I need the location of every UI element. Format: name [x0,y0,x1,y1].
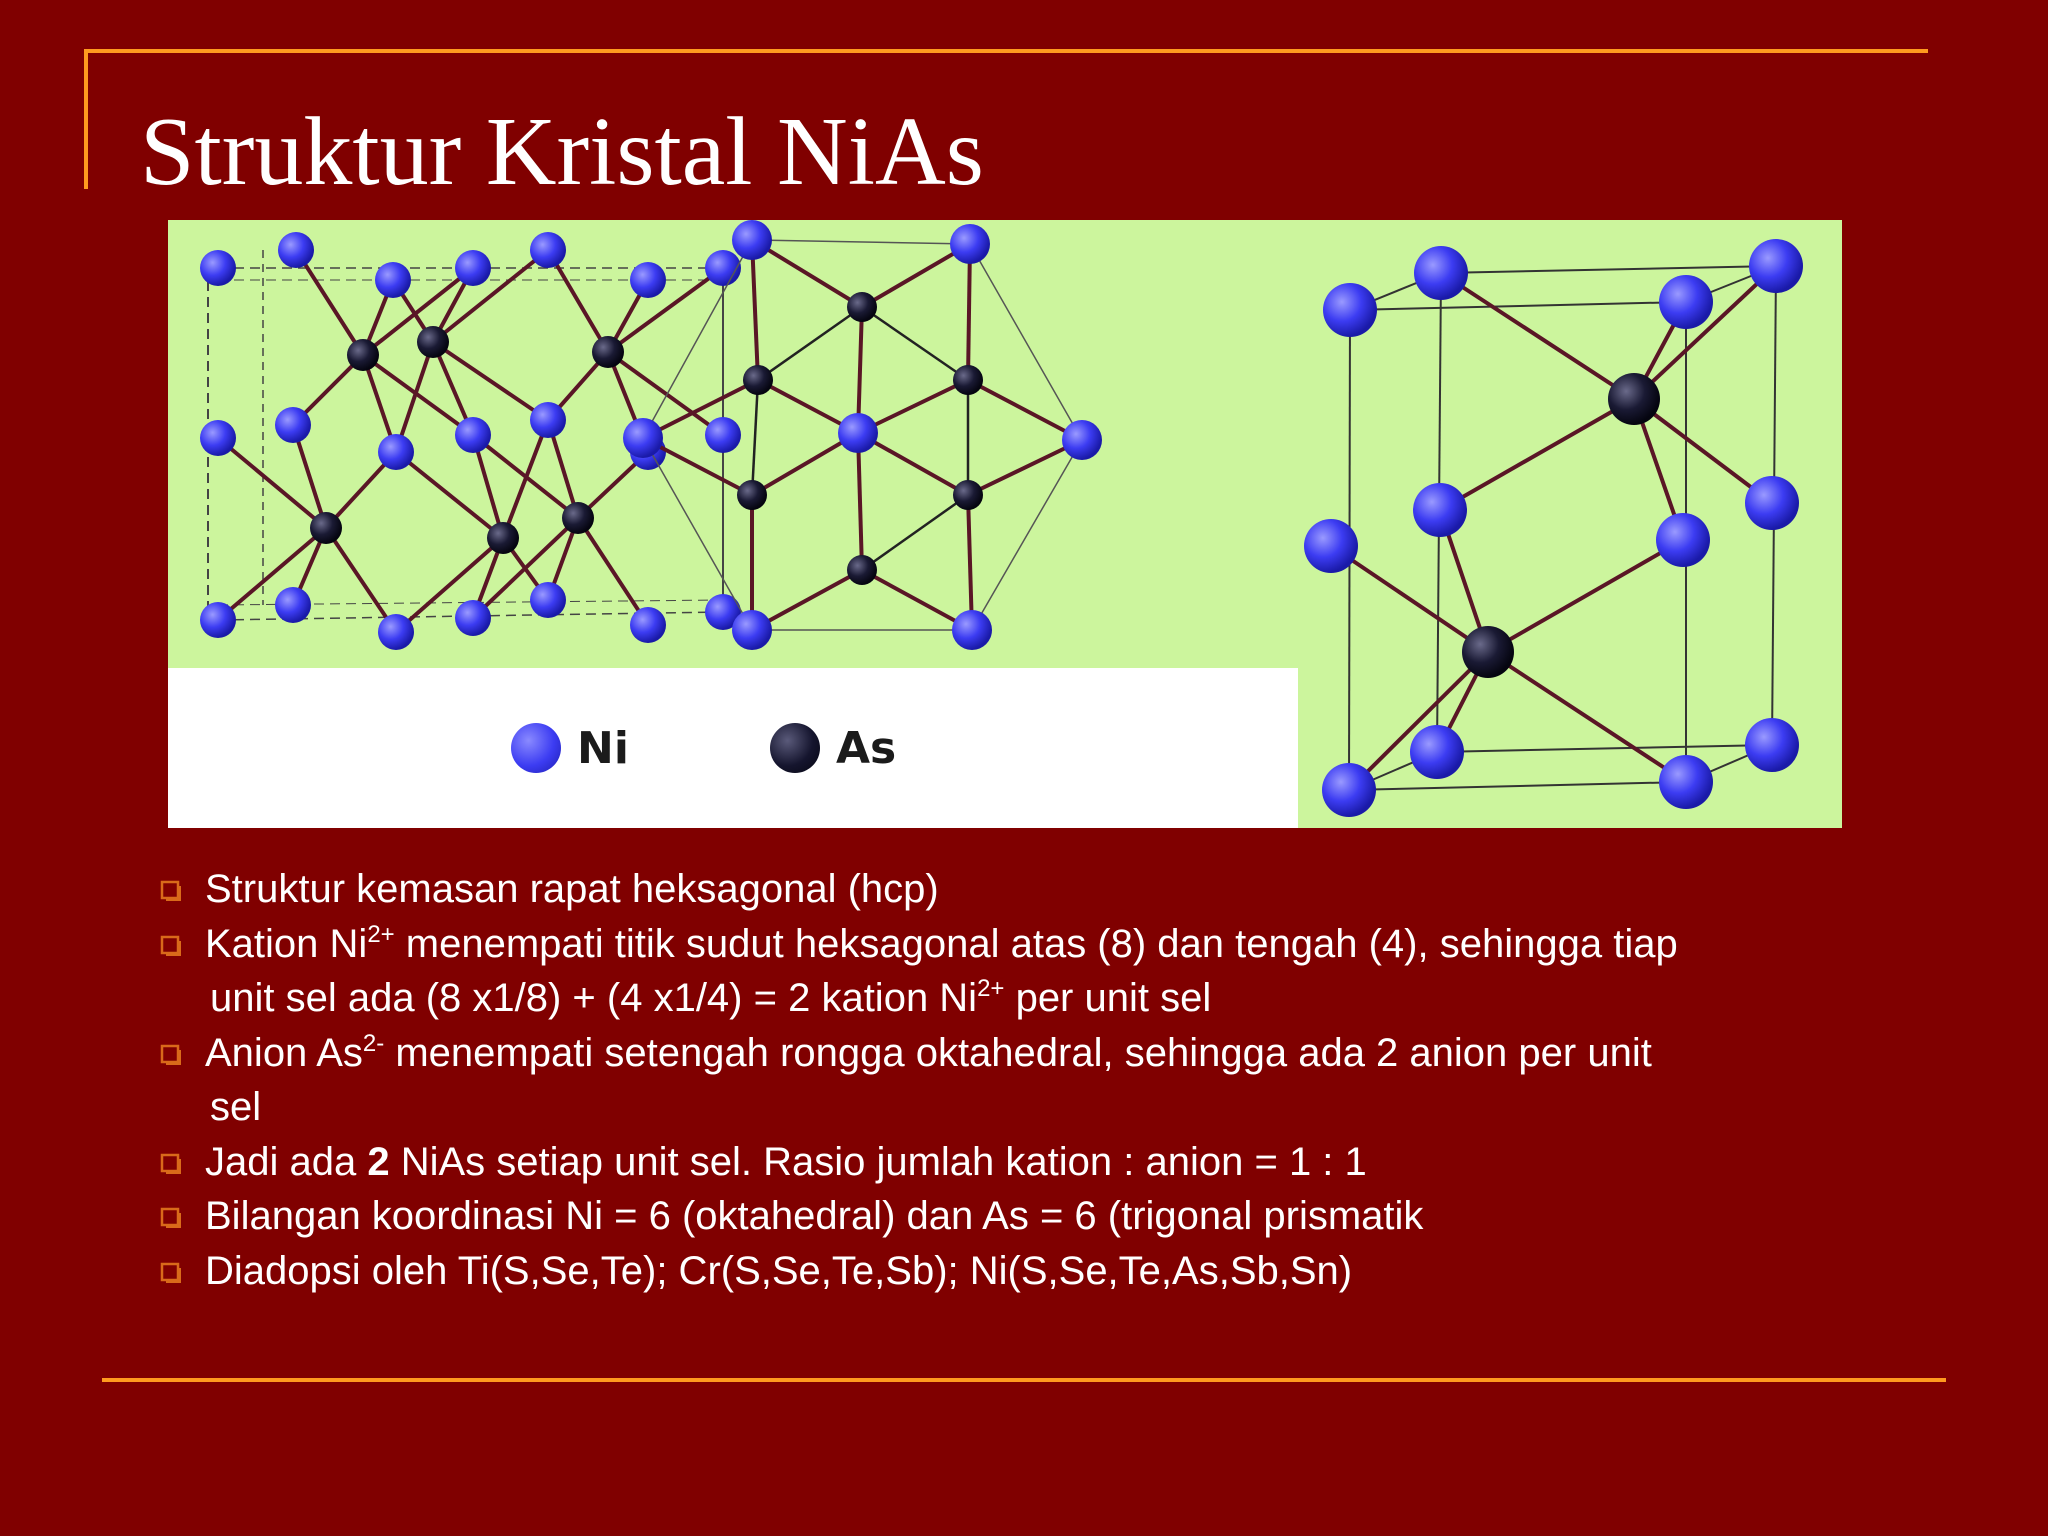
bullet-text: NiAs setiap unit sel. Rasio jumlah kation : anion = 1 : 1 [389,1139,1367,1184]
bullet-text: Diadopsi oleh Ti(S,Se,Te); Cr(S,Se,Te,Sb); Ni(S,Se,Te,As,Sb,Sn) [205,1248,1353,1293]
bullet-text: Kation Ni [205,921,368,966]
bond-line [326,528,396,632]
ni-atom [1062,420,1102,460]
bullet-item [158,1026,1918,1081]
ni-atom [705,250,741,286]
frame-line [1437,745,1772,752]
as-atom [347,339,379,371]
bullet-text: Struktur kemasan rapat heksagonal (hcp) [205,867,939,911]
bullet-item [158,1135,1918,1190]
bullet-item [158,1189,1918,1244]
ni-atom [623,418,663,458]
ni-atom [275,407,311,443]
bottom-rule [102,1378,1946,1382]
frame-line [752,240,970,244]
ni-atom [378,434,414,470]
ni-atom [278,232,314,268]
as-atom [953,480,983,510]
bullet-item [158,862,1918,917]
as-atom [310,512,342,544]
bond-line [578,518,648,625]
ni-atom [1745,718,1799,772]
ni-atom [952,610,992,650]
legend-label-as: As [836,722,897,774]
ni-atom [1414,246,1468,300]
ni-atom [1745,476,1799,530]
bond-line [296,250,363,355]
bond-line [1488,652,1686,782]
square-bullet-icon [160,1044,182,1066]
crystal-structure-figure [168,220,1842,828]
ni-atom [1410,725,1464,779]
bullet-item [158,1244,1918,1299]
square-bullet-icon [160,935,182,957]
as-atom [562,502,594,534]
bullet-text: Bilangan koordinasi Ni = 6 (oktahedral) dan As = 6 (trigonal prismatik [205,1194,1424,1238]
ni-atom [378,614,414,650]
bond-line [1441,273,1634,399]
frame-line [1350,302,1686,310]
superscript: 2- [362,1029,385,1057]
bond-line [752,240,758,380]
bond-line [862,495,968,570]
bullet-bold-number: 2 [367,1139,390,1184]
bond-line [1331,546,1488,652]
bond-line [396,452,503,538]
ni-atom [1659,755,1713,809]
ni-atom [200,602,236,638]
square-bullet-icon [160,1262,182,1284]
ni-atom [1323,283,1377,337]
as-atom [592,336,624,368]
ni-atom [1413,483,1467,537]
ni-atom [200,420,236,456]
bond-line [758,307,862,380]
ni-atom [1656,513,1710,567]
bullet-text: unit sel ada (8 x1/8) + (4 x1/4) = 2 kation Ni [210,976,978,1020]
bullet-list [158,862,1918,1298]
ni-atom [838,413,878,453]
superscript: 2+ [367,920,395,948]
ni-atom [630,607,666,643]
as-atom [743,365,773,395]
superscript: 2+ [977,975,1005,1002]
ni-atom [705,417,741,453]
ni-atom [1322,763,1376,817]
bullet-continuation [158,971,1918,1026]
as-atom-icon [770,723,820,773]
bullet-text: menempati setengah rongga oktahedral, sehingga ada 2 anion per unit [384,1030,1652,1075]
bullet-text: Jadi ada [205,1139,368,1184]
slide-title: Struktur Kristal NiAs [140,98,984,206]
legend-item-as [770,668,896,828]
bond-line [752,380,758,495]
ni-atom [1304,519,1358,573]
ni-atom [1749,239,1803,293]
ni-atom [1659,275,1713,329]
ni-atom [732,220,772,260]
left-rule [84,49,88,189]
bullet-item [158,917,1918,972]
ni-atom [375,262,411,298]
bond-line [968,495,972,630]
as-atom [487,522,519,554]
legend-label-ni: Ni [577,722,629,774]
as-atom [737,480,767,510]
bond-line [1440,399,1634,510]
ni-atom [455,600,491,636]
frame-line [1349,782,1686,790]
bond-line [858,433,862,570]
legend-item-ni [511,668,629,828]
square-bullet-icon [160,1153,182,1175]
ni-atom [732,610,772,650]
as-atom [417,326,449,358]
bullet-text: sel [210,1085,262,1129]
top-rule [84,49,1928,53]
as-atom [847,292,877,322]
bond-line [968,244,970,380]
as-atom [1462,626,1514,678]
legend [168,668,1298,828]
ni-atom [200,250,236,286]
bullet-continuation [158,1080,1918,1135]
bond-line [1488,540,1683,652]
bond-line [862,307,968,380]
bullet-text: Anion As [205,1030,363,1075]
bullet-text: per unit sel [1004,976,1212,1020]
ni-atom-icon [511,723,561,773]
ni-atom [950,224,990,264]
ni-atom [275,587,311,623]
bond-line [473,435,578,518]
ni-atom [530,232,566,268]
ni-atom [530,402,566,438]
as-atom [847,555,877,585]
as-atom [1608,373,1660,425]
bullet-text: menempati titik sudut heksagonal atas (8) dan tengah (4), sehingga tiap [394,921,1678,966]
ni-atom [630,262,666,298]
ni-atom [455,250,491,286]
square-bullet-icon [160,1207,182,1229]
frame-line [1441,266,1776,273]
ni-atom [455,417,491,453]
ni-atom [530,582,566,618]
square-bullet-icon [160,880,182,902]
as-atom [953,365,983,395]
